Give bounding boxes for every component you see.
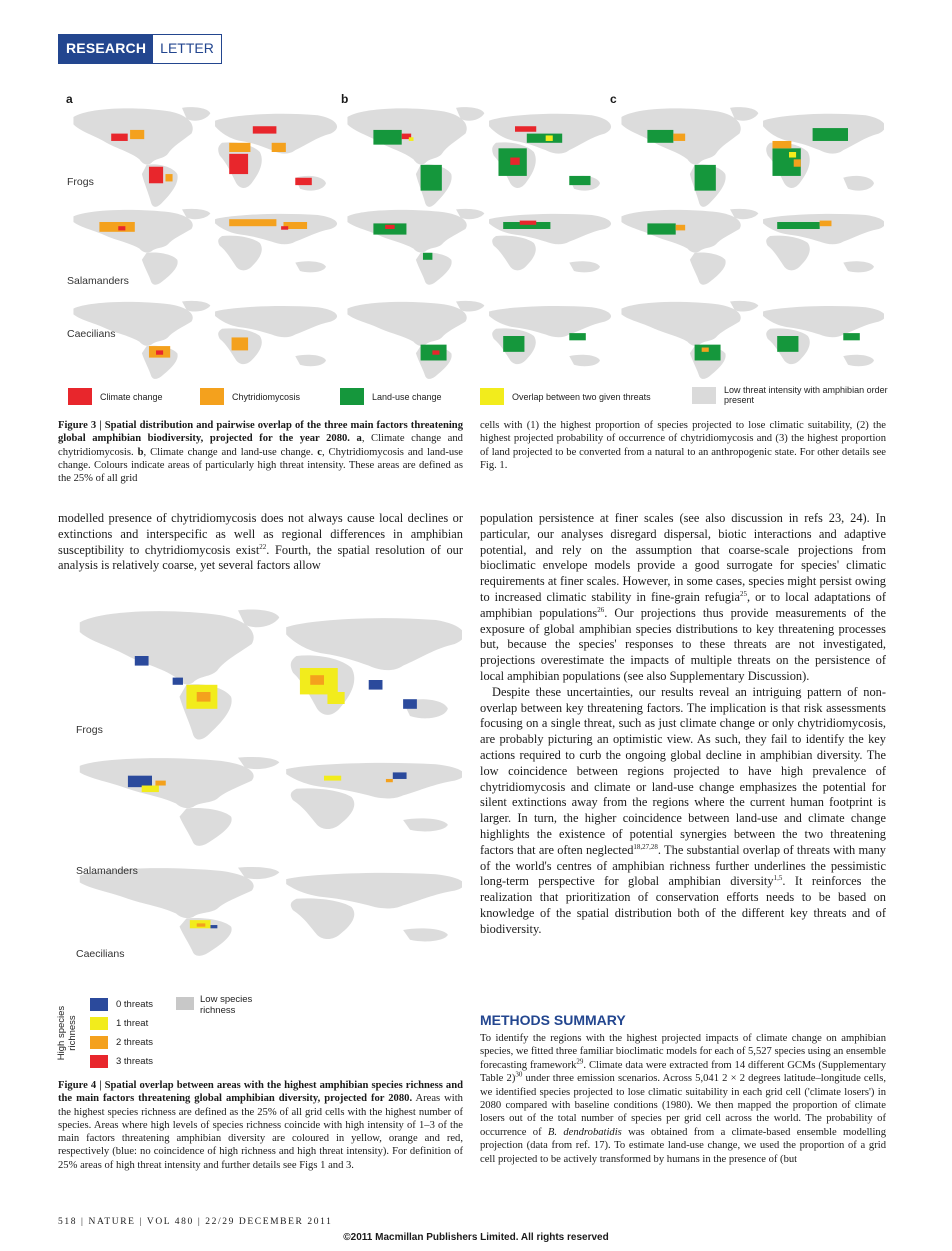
body-text-right	[480, 511, 886, 938]
legend-label: Climate change	[100, 391, 163, 402]
legend-label: Low species richness	[200, 994, 253, 1016]
fig4-maps	[62, 604, 462, 986]
fig3-map-c-frogs	[621, 107, 884, 207]
legend-label: Land-use change	[372, 391, 442, 402]
fig3-map-b-salamanders	[347, 209, 611, 285]
legend-swatch-chytrid	[200, 388, 224, 405]
legend-label: Chytridiomycosis	[232, 391, 301, 402]
methods-span: To identify the regions with the highest projected impacts of climate change on amphibian species, we fitted three familiar bioclimatic models for each of 5,527 species using an ensemble forecasting framework	[480, 1033, 886, 1071]
species-name: B. dendrobatidis	[547, 1126, 622, 1138]
fig4-row-label-salamanders: Salamanders	[76, 865, 138, 877]
citation: 26	[597, 605, 605, 614]
fig3-legend-item	[692, 385, 888, 405]
fig4-caption-text: Areas with the highest species richness are defined as the 25% of all grid cells with the highest number of species. Areas where high levels of species richness coincide with high intensity of 1–3 of the main factors threatening amphibian diversity are coloured in yellow, orange and red, respectively (blue: no coincidence of high richness and high threat intensity). For definition of 25% areas of high threat intensity and further details see Figs 1 and 3.	[58, 1093, 463, 1171]
caption-panel-c: c	[317, 446, 322, 458]
legend-swatch-1	[90, 1017, 108, 1030]
fig3-map-a-salamanders	[73, 209, 337, 285]
copyright-notice: ©2011 Macmillan Publishers Limited. All rights reserved	[343, 1232, 609, 1243]
body-span: . Fourth, the spatial resolution of our analysis is relatively coarse, yet several factors allow	[58, 542, 464, 573]
legend-label: 2 threats	[116, 1037, 153, 1048]
section-badge	[58, 34, 222, 64]
legend-swatch-low	[692, 387, 716, 404]
legend-swatch-low-richness	[176, 997, 194, 1010]
legend-swatch-overlap	[480, 388, 504, 405]
methods-summary	[480, 1032, 886, 1166]
fig3-map-b-caecilians	[347, 301, 611, 379]
page-footer: 518 | NATURE | VOL 480 | 22/29 DECEMBER 2011	[58, 1217, 333, 1227]
citation: 1,5	[773, 874, 783, 883]
citation: 22	[259, 542, 267, 551]
legend-label: Overlap between two given threats	[512, 391, 651, 402]
fig4-legend-item	[90, 1055, 153, 1068]
citation: 25	[739, 589, 747, 598]
fig3-map-grid	[62, 104, 884, 382]
fig4-legend-item	[90, 1036, 153, 1049]
fig4-legend-axis-label: High species richness	[56, 1005, 78, 1061]
fig3-legend-item	[340, 388, 442, 405]
fig3-caption-right: cells with (1) the highest proportion of species projected to lose climatic suitability, (2) the highest projected probability of occurrence of chytridiomycosis and (3) the highest proportion of land projected to be converted from a natural to an anthropogenic state. For other details see Fig. 1.	[480, 420, 886, 471]
fig3-legend	[68, 385, 888, 411]
caption-panel-b: b	[137, 446, 144, 458]
body-span: . It reinforces the realization that prioritization of conservation efforts needs to be based on knowledge of the spatial distribution both of the different key threats and of biodiversity.	[480, 874, 886, 936]
fig4-caption-title: Figure 4 | Spatial overlap between areas with the highest amphibian species richness and the main factors threatening global amphibian diversity, projected for 2080.	[58, 1080, 463, 1105]
legend-label: Low threat intensity with amphibian order present	[724, 385, 888, 405]
legend-swatch-landuse	[340, 388, 364, 405]
fig3-caption-left	[58, 419, 463, 499]
badge-research: RESEARCH	[59, 35, 153, 63]
fig3-map-a-frogs	[73, 107, 337, 207]
fig4-map-salamanders	[80, 757, 462, 846]
body-span: . Our projections thus provide measurements of the exposure of global amphibian species distributions to key threatening processes but, because the species' responses to these threats are not investigated, projections overestimate the impacts of multiple threats on the persistence of local amphibian populations (see also Supplementary Discussion).	[480, 605, 886, 683]
legend-label: 1 threat	[116, 1018, 149, 1029]
fig4-row-label-caecilians: Caecilians	[76, 948, 125, 960]
caption-text-c: , Chytridiomycosis and land-use change. Colours indicate areas of particularly high threat intensity. These areas are defined as the 25% of all grid	[58, 446, 463, 485]
methods-span: under three emission scenarios. Across 5,041 2 × 2 degrees latitude–longitude cells, we identified species projected to lose climatic suitability in each grid cell ('climate losers') in 2080 compared with baseline conditions (1980). We then mapped the proportion of climate losers out of the total number of species per grid cell across the world. The probability of occurrence of	[480, 1073, 886, 1138]
legend-label: 3 threats	[116, 1056, 153, 1067]
caption-panel-a: a	[356, 433, 362, 445]
body-span: , or to local adaptations of amphibian populations	[480, 589, 886, 620]
fig3-panel-c-letter: c	[610, 92, 617, 106]
fig3-map-c-salamanders	[621, 209, 884, 285]
legend-swatch-climate	[68, 388, 92, 405]
legend-swatch-0	[90, 998, 108, 1011]
fig4-map-frogs	[80, 610, 462, 740]
fig4-row-label-frogs: Frogs	[76, 724, 103, 736]
citation: 18,27,28	[633, 842, 658, 851]
fig3-row-label-salamanders: Salamanders	[67, 275, 129, 287]
citation: 30	[515, 1070, 523, 1079]
fig4-caption	[58, 1079, 463, 1172]
caption-text-a: , Climate change and chytridiomycosis.	[58, 433, 463, 458]
legend-label: 0 threats	[116, 999, 153, 1010]
body-span: modelled presence of chytridiomycosis does not always cause local declines or extinctions and interspecific as well as regional differences in amphibian susceptibility to chytridiomycosis exist	[58, 511, 463, 557]
methods-span: was obtained from a climate-based ensemble modelling projection (data from ref. 17). To estimate land-use change, we used the proportion of a grid cell projected to be actively transformed by humans in the presence of (but	[480, 1126, 887, 1165]
legend-swatch-2	[90, 1036, 108, 1049]
legend-swatch-3	[90, 1055, 108, 1068]
body-span: . The substantial overlap of threats with many of the world's centres of amphibian richness further underlines the pessimistic long-term perspective for global amphibian diversity	[480, 842, 886, 889]
fig3-legend-item	[480, 388, 651, 405]
fig3-panel-a-letter: a	[66, 92, 73, 106]
body-text-left-top	[58, 511, 463, 574]
fig4-map-caecilians	[80, 867, 462, 956]
methods-span: . Climate data were extracted from 14 different GCMs (Supplementary Table 2)	[480, 1059, 886, 1085]
fig3-row-label-caecilians: Caecilians	[67, 328, 116, 340]
fig3-caption-title: Figure 3 | Spatial distribution and pairwise overlap of the three main factors threatening global amphibian biodiversity, projected for the year 2080.	[58, 420, 463, 445]
methods-heading: METHODS SUMMARY	[480, 1012, 626, 1028]
fig3-panel-b-letter: b	[341, 92, 349, 106]
body-span: population persistence at finer scales (see also discussion in refs 23, 24). In particular, our analyses disregard dispersal, biotic interactions and adaptive potential, and rely on the assumption that coarse-scale projections from bioclimatic envelope models provide a good surrogate for species' climatic requirements at finer scales. However, in some cases, species might persist owing to increased climatic stability in fine-grain refugia	[480, 511, 886, 604]
fig3-legend-item	[68, 388, 163, 405]
fig4-legend-item	[90, 998, 153, 1011]
citation: 29	[576, 1057, 584, 1066]
caption-text-b: , Climate change and land-use change.	[143, 446, 318, 458]
fig3-map-b-frogs	[347, 107, 611, 207]
body-span: Despite these uncertainties, our results reveal an intriguing pattern of non-overlap between key threatening factors. The implication is that risk assessments focusing on a single threat, such as just climate change or only chytridiomycosis, are probably picturing an optimistic view. As such, they fail to identify the key actions required to curb the ongoing global decline in amphibian diversity. The low coincidence between regions projected to have high prevalence of chytridiomycosis and climate or land-use change emphasizes the potential for silent extinctions away from the regions where the current human footprint is larger. In turn, the higher coincidence between land-use and climate change highlights the existence of potential synergies between the two threatening factors that are often neglected	[480, 684, 886, 857]
fig4-legend-item	[90, 1017, 148, 1030]
badge-letter: LETTER	[153, 35, 221, 63]
fig3-map-c-caecilians	[621, 301, 884, 379]
fig3-row-label-frogs: Frogs	[67, 176, 94, 188]
fig4-map-panel	[62, 604, 462, 986]
fig3-legend-item	[200, 388, 300, 405]
